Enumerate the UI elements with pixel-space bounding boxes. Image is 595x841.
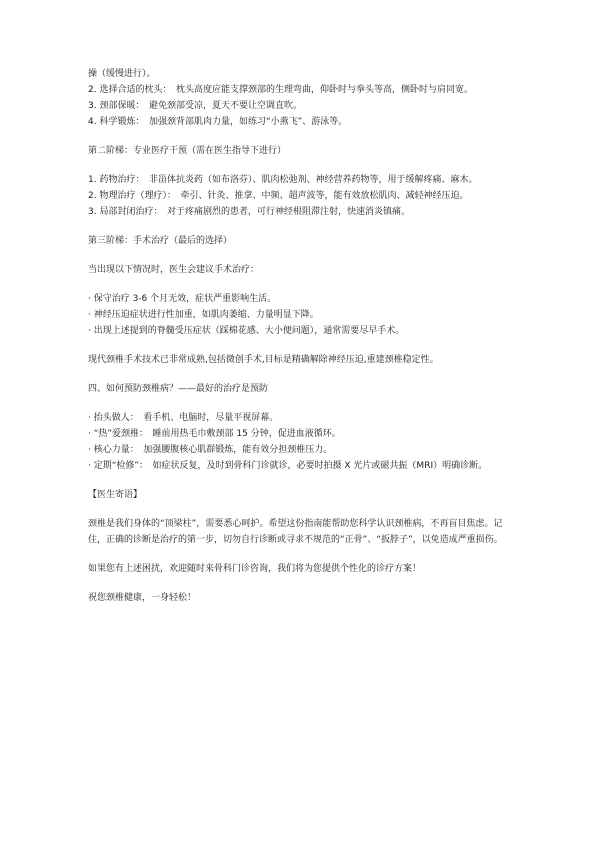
list-item: · 保守治疗 3-6 个月无效，症状严重影响生活。 [88,294,277,304]
document-page [88,66,520,606]
list-item: · 神经压迫症状进行性加重，如肌肉萎缩、力量明显下降。 [88,310,319,320]
list-item: · 抬头做人： 看手机、电脑时，尽量平视屏幕。 [88,413,279,423]
paragraph: 祝您颈椎健康，一身轻松！ [88,593,197,603]
spacer [88,130,520,143]
spacer [88,503,520,516]
spacer [88,548,520,561]
spacer [88,397,520,410]
spacer [88,220,520,233]
text-line: 操（缓慢进行）。 [88,69,156,79]
paragraph: 现代颈椎手术技术已非常成熟,包括微创手术,目标是精确解除神经压迫,重建颈椎稳定性。 [88,355,439,365]
spacer [88,577,520,590]
spacer [88,278,520,291]
text-line: 3. 颈部保暖： 避免颈部受凉，夏天不要让空调直吹。 [88,101,302,111]
paragraph: 颈椎是我们身体的“顶梁柱”，需要悉心呵护。希望这份指南能帮助您科学认识颈椎病，不再盲目焦虑。记住，正确的诊断是治疗的第一步，切勿自行诊断或寻求不规范的“正骨”、“扳脖子”，以免造成严重损伤。 [88,519,503,545]
spacer [88,159,520,172]
spacer [88,474,520,487]
paragraph: 如果您有上述困扰，欢迎随时来骨科门诊咨询，我们将为您提供个性化的诊疗方案！ [88,564,422,574]
section-heading-prevention: 四、如何预防颈椎病？——最好的治疗是预防 [88,384,269,394]
section-heading-doctor: 【医生寄语】 [88,490,143,500]
text-line: 2. 选择合适的枕头： 枕头高度应能支撑颈部的生理弯曲，仰卧时与拳头等高，侧卧时与肩同宽。 [88,85,473,95]
section-heading-stage3: 第三阶梯：手术治疗（最后的选择） [88,236,233,246]
list-item: · 核心力量： 加强腰腹核心肌群锻炼，能有效分担颈椎压力。 [88,445,333,455]
list-item: 1. 药物治疗： 非甾体抗炎药（如布洛芬）、肌肉松弛剂、神经营养药物等，用于缓解疼痛、麻木。 [88,175,478,185]
text-line: 4. 科学锻炼： 加强颈背部肌肉力量，如练习“小燕飞”、游泳等。 [88,117,348,127]
paragraph: 当出现以下情况时，医生会建议手术治疗： [88,265,260,275]
spacer [88,368,520,381]
spacer [88,249,520,262]
list-item: 2. 物理治疗（理疗）： 牵引、针灸、推拿、中频、超声波等，能有效放松肌肉、减轻神经压迫。 [88,191,469,201]
list-item: · 定期“检修”： 如症状反复，及时到骨科门诊就诊，必要时拍摄 X 光片或磁共振（MRI）明确诊断。 [88,461,488,471]
list-item: · 出现上述提到的脊髓受压症状（踩棉花感、大小便问题），通常需要尽早手术。 [88,326,405,336]
section-heading-stage2: 第二阶梯：专业医疗干预（需在医生指导下进行） [88,146,287,156]
list-item: 3. 局部封闭治疗： 对于疼痛剧烈的患者，可行神经根阻滞注射，快速消炎镇痛。 [88,207,410,217]
list-item: · “热”爱颈椎： 睡前用热毛巾敷颈部 15 分钟，促进血液循环。 [88,429,341,439]
spacer [88,339,520,352]
